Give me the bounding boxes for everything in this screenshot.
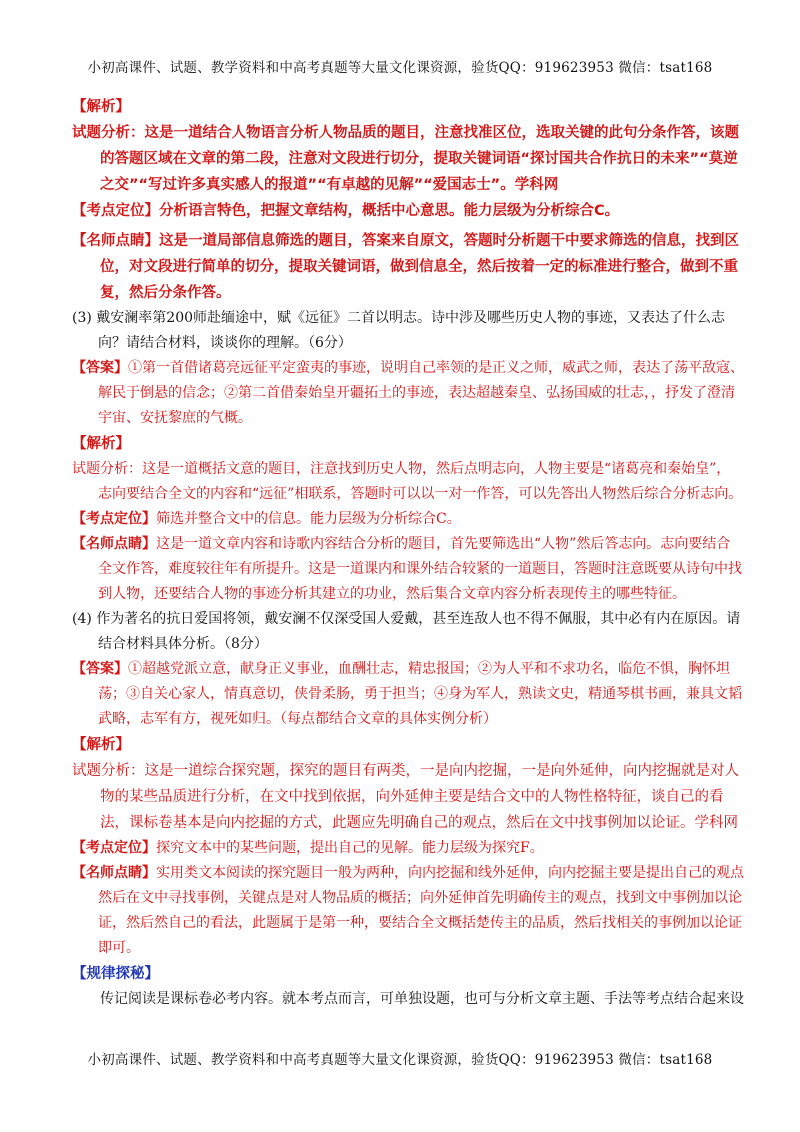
answer-3: [72, 356, 744, 431]
jiexi-label-3: 【解析】: [72, 436, 130, 452]
mingshi-3-text: 这是一道文章内容和诗歌内容结合分析的题目，首先要筛选出“人物”然后答志向。志向要结合全文作答，难度较往年有所提升。这是一道课内和课外结合较紧的一道题目，答题时注意既要从诗句中找到人物，还要结合人物的事迹分析其建立的功业，然后集合文章内容分析表现传主的哪些特征。: [98, 536, 742, 602]
mingshi-3: [72, 532, 744, 607]
answer-3-text: ①第一首借诸葛亮远征平定蛮夷的事迹，说明自己率领的是正义之师，威武之师，表达了荡平敌寇、解民于倒悬的信念；②第二首借秦始皇开疆拓土的事迹，表达超越秦皇、弘扬国威的壮志，，抒发了澄清宇宙、安抚黎庶的气概。: [98, 360, 744, 426]
analysis-1: 试题分析：这是一道结合人物语言分析人物品质的题目，注意找准区位，选取关键的此句分条作答，该题的答题区域在文章的第二段，注意对文段进行切分，提取关键词语“探讨国共合作抗日的未来”“莫逆之交”“写过许多真实感人的报道”“有卓越的见解”“爱国志士”。学科网: [72, 125, 739, 193]
answer-4-label: 【答案】: [72, 661, 128, 677]
kaodian-1: 【考点定位】分析语言特色，把握文章结构，概括中心意思。能力层级为分析综合C。: [72, 203, 620, 219]
mingshi-4: [72, 861, 744, 961]
answer-4-text: ①超越党派立意，献身正义事业，血酬壮志，精忠报国；②为人平和不求功名，临危不惧，胸怀坦荡；③自关心家人，情真意切，侠骨柔肠，勇于担当；④身为军人，熟读文史，精通琴棋书画，兼具文韬武略，志军有方，视死如归。（每点都结合文章的具体实例分析）: [98, 661, 742, 727]
page-footer: 小初高课件、试题、教学资料和中高考真题等大量文化课资源，验货QQ：919623953 微信：tsat168: [87, 1052, 713, 1068]
mingshi-4-label: 【名师点睛】: [72, 865, 156, 881]
analysis-3: 试题分析：这是一道概括文意的题目，注意找到历史人物，然后点明志向，人物主要是“诸葛亮和秦始皇”，志向要结合全文的内容和“远征”相联系，答题时可以以一对一作答，可以先答出人物然后综合分析志向。: [72, 461, 743, 502]
answer-3-label: 【答案】: [72, 360, 128, 376]
answer-4: [72, 657, 744, 732]
kaodian-4-text: 探究文本中的某些问题，提出自己的见解。能力层级为探究F。: [156, 840, 544, 856]
kaodian-4-label: 【考点定位】: [72, 840, 156, 856]
content: [72, 94, 744, 1012]
guilv-text: 传记阅读是课标卷必考内容。就本考点而言，可单独设题，也可与分析文章主题、手法等考点结合起来设: [100, 991, 744, 1007]
kaodian-3: [72, 507, 744, 532]
jiexi-label-4: 【解析】: [72, 737, 130, 753]
guilv-label: 【规律探秘】: [72, 966, 159, 982]
mingshi-4-text: 实用类文本阅读的探究题目一般为两种，向内挖掘和线外延伸，向内挖掘主要是提出自己的观点然后在文中寻找事例，关键点是对人物品质的概括；向外延伸首先明确传主的观点，找到文中事例加以论证，然后然自己的看法，此题属于是第一种，要结合全文概括楚传主的品质，然后找相关的事例加以论证即可。: [98, 865, 744, 956]
jiexi-label-1: 【解析】: [72, 99, 130, 115]
mingshi-1: 【名师点睛】这是一道局部信息筛选的题目，答案来自原文，答题时分析题干中要求筛选的信息，找到区位，对文段进行简单的切分，提取关键词语，做到信息全，然后按着一定的标准进行整合，做到不重复，然后分条作答。: [72, 233, 739, 301]
kaodian-4: [72, 836, 744, 861]
analysis-4: 试题分析：这是一道综合探究题，探究的题目有两类，一是向内挖掘，一是向外延伸，向内挖掘就是对人物的某些品质进行分析，在文中找到依据，向外延伸主要是结合文中的人物性格特征，谈自己的看法，课标卷基本是向内挖掘的方式，此题应先明确自己的观点，然后在文中找事例加以论证。学科网: [72, 763, 739, 831]
kaodian-3-text: 筛选并整合文中的信息。能力层级为分析综合C。: [156, 511, 461, 527]
mingshi-3-label: 【名师点睛】: [72, 536, 156, 552]
kaodian-3-label: 【考点定位】: [72, 511, 156, 527]
question-3: (3) 戴安澜率第200师赴缅途中，赋《远征》二首以明志。诗中涉及哪些历史人物的事迹，又表达了什么志向？请结合材料，谈谈你的理解。（6分）: [72, 310, 726, 351]
question-4: (4) 作为著名的抗日爱国将领，戴安澜不仅深受国人爱戴，甚至连敌人也不得不佩服，其中必有内在原因。请结合材料具体分析。（8分）: [72, 611, 741, 652]
page-header: 小初高课件、试题、教学资料和中高考真题等大量文化课资源，验货QQ：919623953 微信：tsat168: [87, 60, 713, 76]
